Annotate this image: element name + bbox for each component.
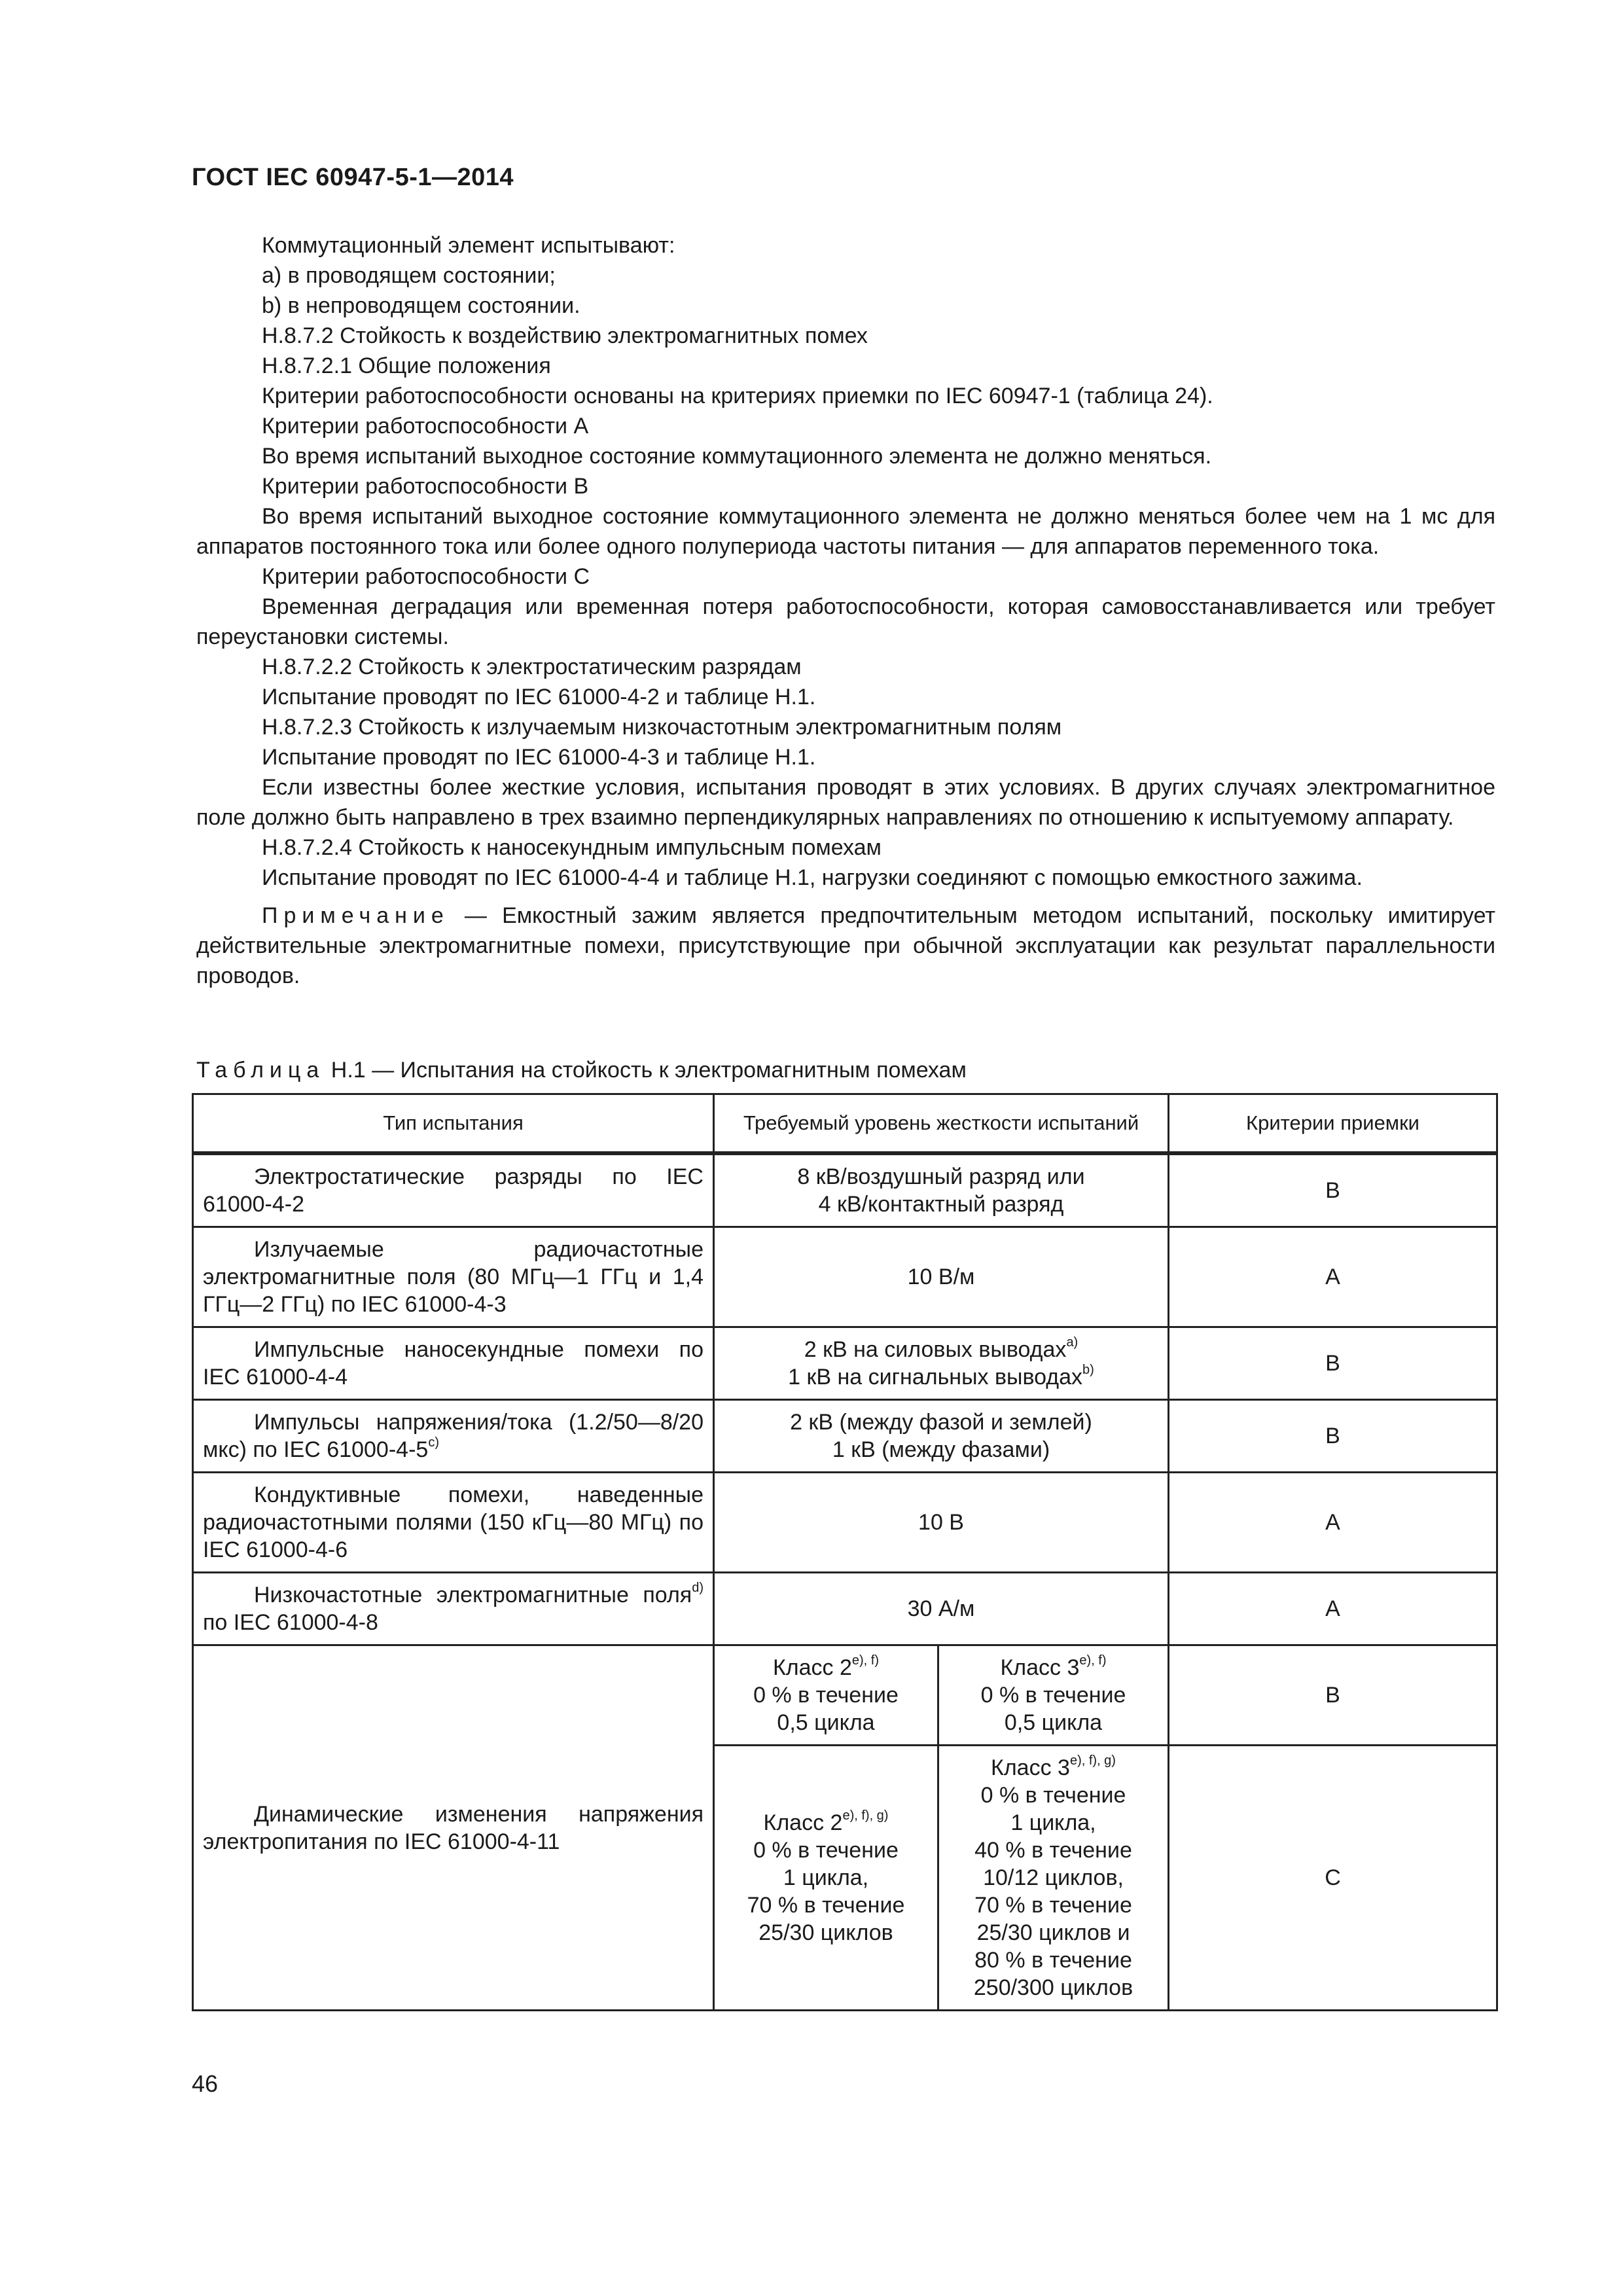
severity-cell: 10 В/м: [714, 1227, 1169, 1327]
header-acceptance-criteria: Критерии приемки: [1169, 1094, 1497, 1154]
test-type-cell: Импульсные наносекундные помехи по IEC 61000-4-4: [193, 1327, 714, 1400]
criteria-cell: A: [1169, 1473, 1497, 1573]
criteria-cell: B: [1169, 1153, 1497, 1227]
table-row: [193, 1327, 1497, 1400]
table-row: [193, 1573, 1497, 1645]
criteria-cell: A: [1169, 1227, 1497, 1327]
section-heading: H.8.7.2.1 Общие положения: [262, 353, 551, 378]
criteria-cell: A: [1169, 1573, 1497, 1645]
section-heading: H.8.7.2.3 Стойкость к излучаемым низкочастотным электромагнитным полям: [262, 715, 1062, 740]
paragraph: Критерии работоспособности основаны на критериях приемки по IEC 60947-1 (таблица 24).: [262, 384, 1213, 408]
paragraph: Во время испытаний выходное состояние коммутационного элемента не должно меняться более чем на 1 мс для аппаратов постоянного тока или более одного полупериода частоты питания — для аппаратов переменного тока.: [196, 504, 1495, 559]
header-severity-level: Требуемый уровень жесткости испытаний: [714, 1094, 1169, 1154]
paragraph: Коммутационный элемент испытывают:: [262, 233, 675, 258]
table-row: [193, 1473, 1497, 1573]
paragraph: Испытание проводят по IEC 61000-4-2 и таблице H.1.: [262, 685, 816, 709]
note-label: Примечание: [262, 903, 450, 928]
test-type-cell: Излучаемые радиочастотные электромагнитные поля (80 МГц—1 ГГц и 1,4 ГГц—2 ГГц) по IEC 61000-4-3: [193, 1227, 714, 1327]
document-header: ГОСТ IEC 60947-5-1—2014: [192, 164, 514, 191]
table-header-row: [193, 1094, 1497, 1154]
test-type-cell: Кондуктивные помехи, наведенные радиочастотными полями (150 кГц—80 МГц) по IEC 61000-4-6: [193, 1473, 714, 1573]
criteria-cell: B: [1169, 1645, 1497, 1746]
paragraph: a) в проводящем состоянии;: [262, 263, 556, 288]
table-row: [193, 1400, 1497, 1473]
paragraph: Если известны более жесткие условия, испытания проводят в этих условиях. В других случаях электромагнитное поле должно быть направлено в трех взаимно перпендикулярных направлениях по отношению к испытуемому аппарату.: [196, 775, 1495, 830]
class2-cell: Класс $2^{e), f)}$ 0 % в течение 0,5 цикла: [714, 1645, 938, 1746]
paragraph: Во время испытаний выходное состояние коммутационного элемента не должно меняться.: [262, 444, 1212, 469]
test-type-cell: Низкочастотные электромагнитные поля$^{d)}$ по IEC 61000-4-8: [193, 1573, 714, 1645]
test-type-cell: Электростатические разряды по IEC 61000-4-2: [193, 1153, 714, 1227]
table-row: [193, 1645, 1497, 1746]
paragraph: Критерии работоспособности А: [262, 414, 589, 439]
paragraph: Временная деградация или временная потеря работоспособности, которая самовосстанавливается или требует переустановки системы.: [196, 594, 1495, 649]
paragraph: Испытание проводят по IEC 61000-4-4 и таблице H.1, нагрузки соединяют с помощью емкостного зажима.: [262, 865, 1363, 890]
test-type-cell: Динамические изменения напряжения электропитания по IEC 61000-4-11: [193, 1645, 714, 2011]
class2-cell: Класс $2^{e), f), g)}$ 0 % в течение 1 цикла, 70 % в течение 25/30 циклов: [714, 1746, 938, 2011]
section-heading: H.8.7.2.2 Стойкость к электростатическим разрядам: [262, 655, 802, 679]
paragraph: Испытание проводят по IEC 61000-4-3 и таблице H.1.: [262, 745, 816, 770]
criteria-cell: B: [1169, 1327, 1497, 1400]
severity-cell: 8 кВ/воздушный разряд или 4 кВ/контактный разряд: [714, 1153, 1169, 1227]
paragraph: Критерии работоспособности В: [262, 474, 589, 499]
test-type-cell: Импульсы напряжения/тока (1.2/50—8/20 мкс) по IEC 61000-4-5$^{c)}$: [193, 1400, 714, 1473]
criteria-cell: C: [1169, 1746, 1497, 2011]
header-test-type: Тип испытания: [193, 1094, 714, 1154]
severity-cell: 2 кВ на силовых выводах$^{a)}$ 1 кВ на сигнальных выводах$^{b)}$: [714, 1327, 1169, 1400]
severity-cell: 2 кВ (между фазой и землей) 1 кВ (между фазами): [714, 1400, 1169, 1473]
page-number: 46: [192, 2070, 219, 2097]
paragraph: Критерии работоспособности С: [262, 564, 590, 589]
severity-cell: 10 В: [714, 1473, 1169, 1573]
emc-test-table: [192, 1093, 1498, 2011]
paragraph: b) в непроводящем состоянии.: [262, 293, 580, 318]
class3-cell: Класс $3^{e), f)}$ 0 % в течение 0,5 цикла: [938, 1645, 1169, 1746]
section-heading: H.8.7.2 Стойкость к воздействию электромагнитных помех: [262, 323, 868, 348]
class3-cell: Класс $3^{e), f), g)}$ 0 % в течение 1 цикла, 40 % в течение 10/12 циклов, 70 % в течение 25/30 циклов и 80 % в течение 250/300 циклов: [938, 1746, 1169, 2011]
table-caption-label: Таблица: [196, 1058, 325, 1083]
criteria-cell: B: [1169, 1400, 1497, 1473]
note-text: — Емкостный зажим является предпочтительным методом испытаний, поскольку имитирует действительные электромагнитные помехи, присутствующие при обычной эксплуатации как результат параллельности проводов.: [196, 903, 1495, 988]
section-heading: H.8.7.2.4 Стойкость к наносекундным импульсным помехам: [262, 835, 882, 860]
body-text: [196, 230, 1495, 991]
table-row: [193, 1153, 1497, 1227]
table-caption: [196, 1055, 967, 1085]
severity-cell: 30 А/м: [714, 1573, 1169, 1645]
note: [196, 901, 1495, 991]
table-caption-text: H.1 — Испытания на стойкость к электромагнитным помехам: [325, 1058, 967, 1083]
table-row: [193, 1227, 1497, 1327]
